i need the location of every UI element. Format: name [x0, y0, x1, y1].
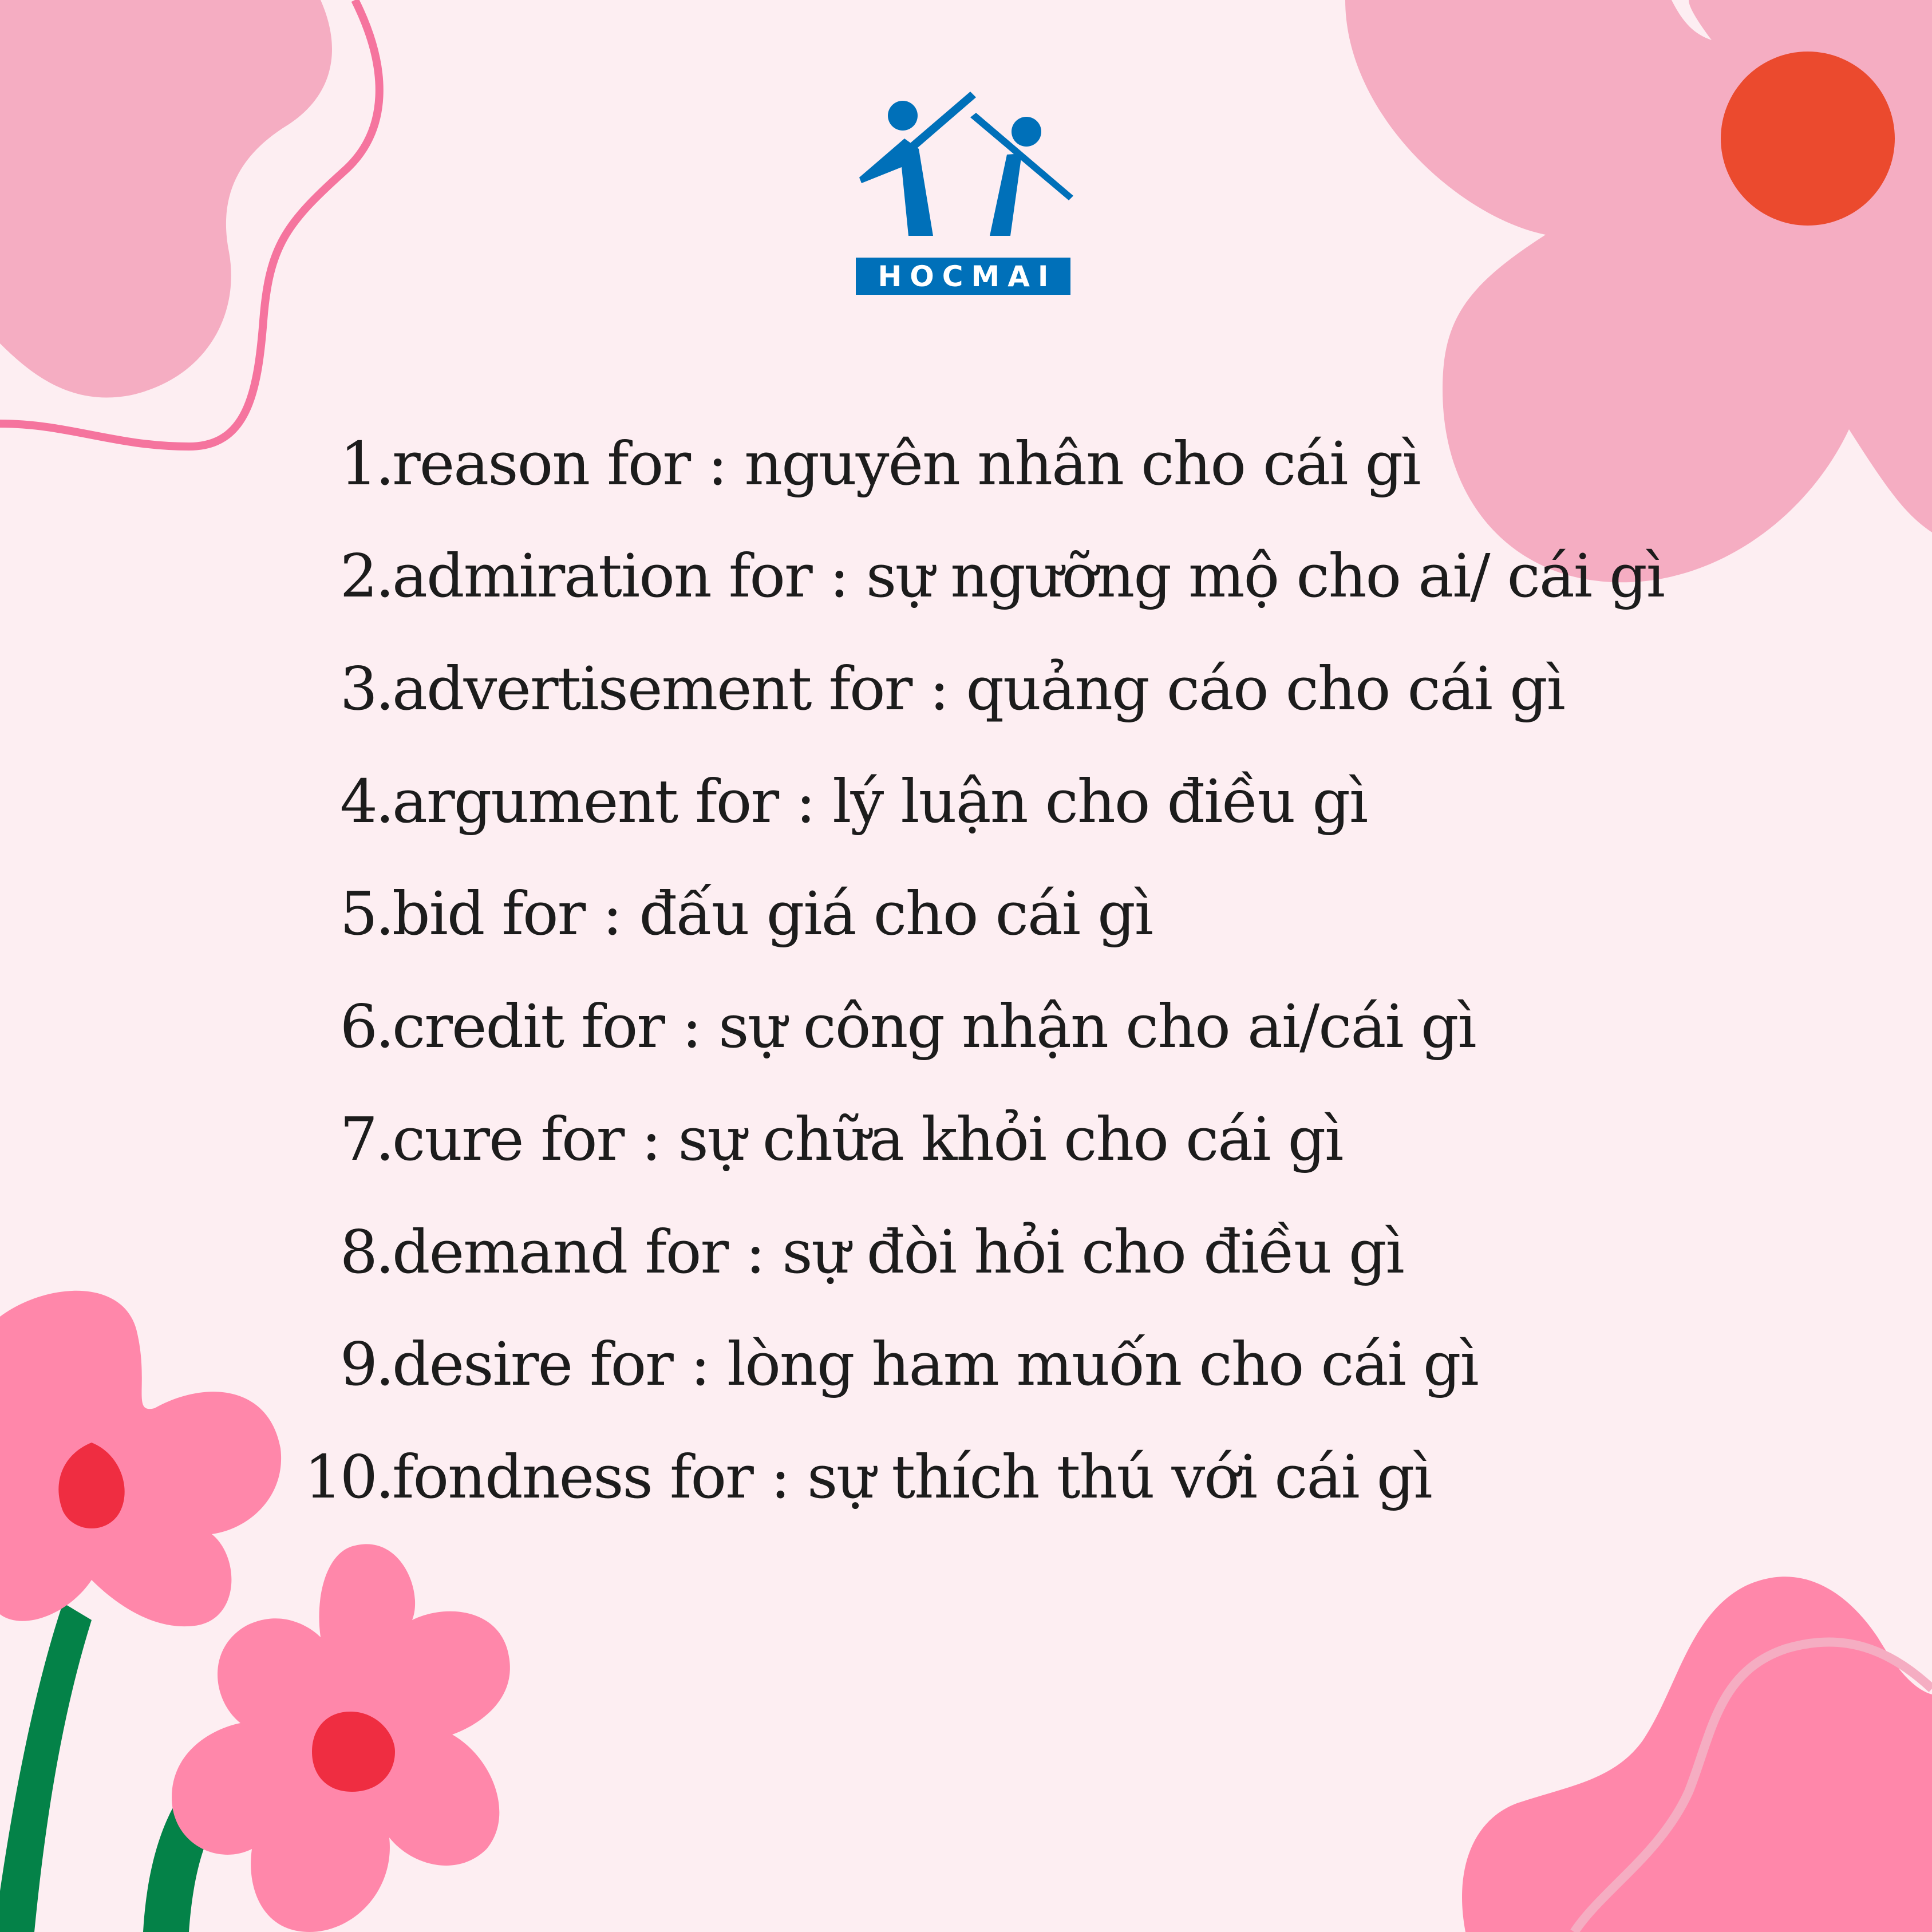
list-item-number: 9.: [339, 1329, 392, 1399]
logo-wordmark: HOCMAI: [856, 258, 1070, 295]
list-item-number: 5.: [339, 879, 392, 949]
list-item-number: 8.: [339, 1217, 392, 1287]
list-item-text: cure for : sự chữa khỏi cho cái gì: [392, 1104, 1343, 1174]
list-item-number: 3.: [339, 654, 392, 724]
list-item: [0, 646, 1564, 732]
list-item-text: credit for : sự công nhận cho ai/cái gì: [392, 991, 1476, 1061]
list-item: [0, 533, 1664, 619]
list-item: [0, 421, 1420, 507]
list-item-number: 2.: [339, 541, 392, 611]
list-item-text: argument for : lý luận cho điều gì: [392, 767, 1368, 836]
list-item-number: 4.: [339, 767, 392, 836]
list-item: [0, 758, 1367, 844]
list-item-number: 6.: [339, 991, 392, 1061]
list-item: [0, 983, 1476, 1069]
list-item-text: admiration for : sự ngưỡng mộ cho ai/ cái gì: [392, 541, 1664, 611]
list-item: [0, 1209, 1404, 1295]
list-item-text: desire for : lòng ham muốn cho cái gì: [392, 1329, 1478, 1399]
list-item-number: 10.: [304, 1442, 392, 1512]
list-item-text: advertisement for : quảng cáo cho cái gì: [392, 654, 1564, 724]
list-item: [0, 1434, 1432, 1520]
list-item-text: fondness for : sự thích thú với cái gì: [392, 1442, 1432, 1512]
list-item: [0, 871, 1152, 957]
list-item: [0, 1096, 1342, 1182]
list-item-text: bid for : đấu giá cho cái gì: [392, 879, 1152, 949]
list-item-text: demand for : sự đòi hỏi cho điều gì: [392, 1217, 1404, 1287]
list-item-number: 7.: [339, 1104, 392, 1174]
list-item-text: reason for : nguyên nhân cho cái gì: [392, 429, 1420, 499]
list-item-number: 1.: [339, 429, 392, 499]
list-item: [0, 1321, 1478, 1407]
